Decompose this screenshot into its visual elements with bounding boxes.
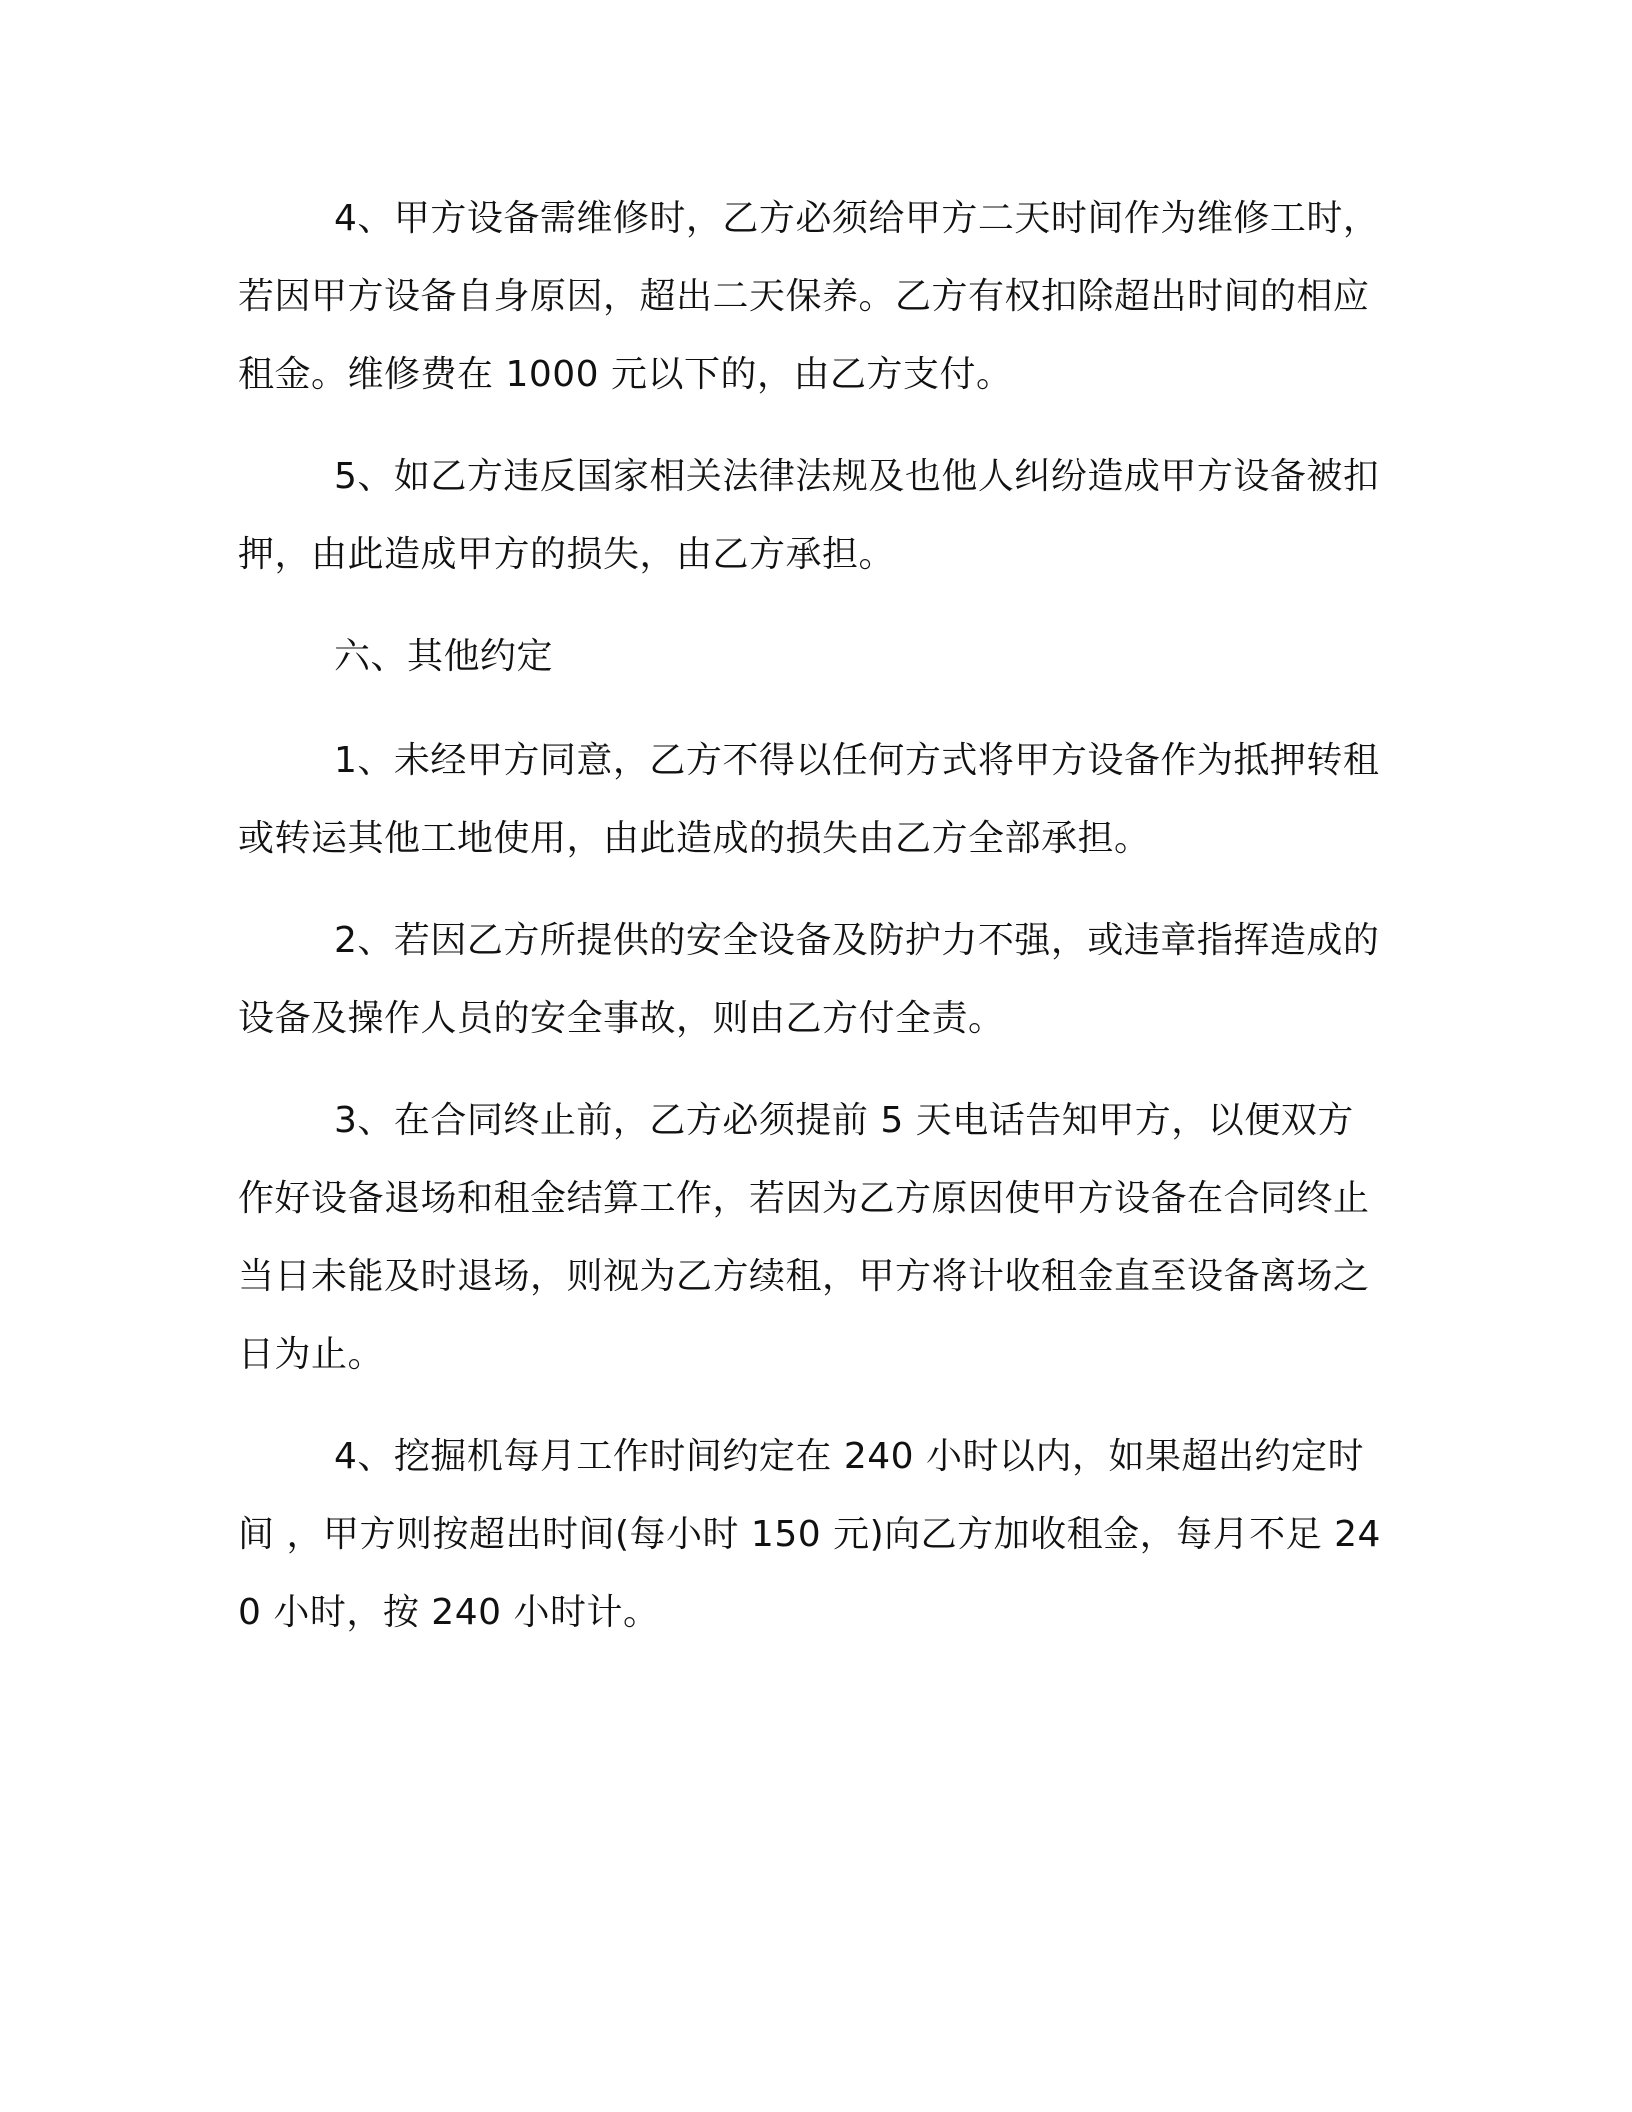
paragraph-clause-4-repair: 4、甲方设备需维修时，乙方必须给甲方二天时间作为维修工时，若因甲方设备自身原因，超出二天保养。乙方有权扣除超出时间的相应租金。维修费在 1000 元以下的，由乙方支付。 [238,198,1380,395]
paragraph-other-clause-4: 4、挖掘机每月工作时间约定在 240 小时以内，如果超出约定时间 ，甲方则按超出时间(每小时 150 元)向乙方加收租金，每月不足 240 小时，按 240 小时计。 [238,1436,1381,1633]
paragraph-clause-5-seizure: 5、如乙方违反国家相关法律法规及也他人纠纷造成甲方设备被扣押，由此造成甲方的损失，由乙方承担。 [238,456,1380,575]
section-heading-other-agreements: 六、其他约定 [334,636,554,677]
paragraph-other-clause-3: 3、在合同终止前，乙方必须提前 5 天电话告知甲方，以便双方作好设备退场和租金结算工作，若因为乙方原因使甲方设备在合同终止当日未能及时退场，则视为乙方续租，甲方将计收租金直至设备离场之日为止。 [238,1100,1370,1375]
paragraph-other-clause-2: 2、若因乙方所提供的安全设备及防护力不强，或违章指挥造成的设备及操作人员的安全事故，则由乙方付全责。 [238,920,1380,1039]
paragraph-other-clause-1: 1、未经甲方同意，乙方不得以任何方式将甲方设备作为抵押转租或转运其他工地使用，由此造成的损失由乙方全部承担。 [238,740,1380,859]
